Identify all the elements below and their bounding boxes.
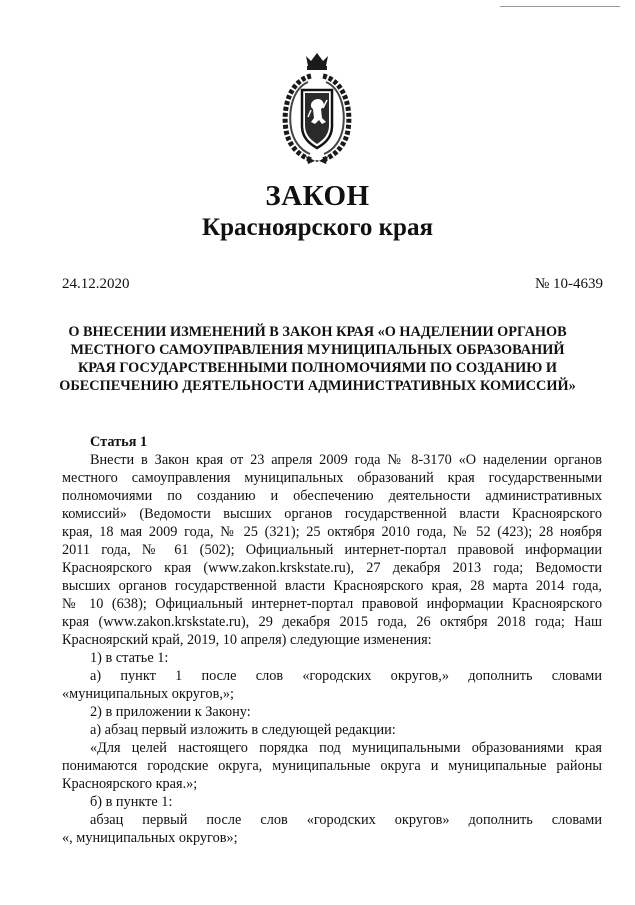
law-region: Красноярского края xyxy=(202,214,433,241)
paragraph-line: а) абзац первый изложить в следующей редакции: xyxy=(90,722,396,738)
law-date: 24.12.2020 xyxy=(62,276,130,292)
paragraph-line: 2011 года, № 61 (502); Официальный интернет-портал правовой информации xyxy=(62,542,602,558)
law-title: ЗАКОН xyxy=(265,180,370,212)
paragraph-line: а) пункт 1 после слов «городских округов,» дополнить словами xyxy=(90,668,602,684)
paragraph-line: «, муниципальных округов»; xyxy=(62,830,238,846)
paragraph-line: «муниципальных округов,»; xyxy=(62,686,235,702)
law-number: № 10-4639 xyxy=(534,276,603,292)
heading-line: ОБЕСПЕЧЕНИЮ ДЕЯТЕЛЬНОСТИ АДМИНИСТРАТИВНЫХ КОМИССИЙ» xyxy=(59,378,576,394)
paragraph-line: № 10 (638); Официальный интернет-портал правовой информации Красноярского xyxy=(62,596,602,612)
coat-of-arms-icon xyxy=(278,52,356,166)
paragraph-line: б) в пункте 1: xyxy=(90,794,173,810)
paragraph-line: «Для целей настоящего порядка под муниципальными образованиями края xyxy=(90,740,602,756)
law-heading xyxy=(40,323,595,395)
paragraph-line: края (www.zakon.krskstate.ru), 29 декабря 2015 года, 26 октября 2018 года; Наш xyxy=(62,614,602,630)
paragraph-line: Красноярский край, 2019, 10 апреля) следующие изменения: xyxy=(62,632,432,648)
heading-line: О ВНЕСЕНИИ ИЗМЕНЕНИЙ В ЗАКОН КРАЯ «О НАДЕЛЕНИИ ОРГАНОВ xyxy=(68,324,567,340)
article-title: Статья 1 xyxy=(90,434,148,450)
top-rule xyxy=(500,6,620,7)
paragraph-line: абзац первый после слов «городских округов» дополнить словами xyxy=(90,812,602,828)
article-body xyxy=(62,433,602,847)
paragraph-line: высших органов государственной власти Красноярского края, 28 марта 2014 года, xyxy=(62,578,602,594)
paragraph-line: полномочиями по созданию и обеспечению деятельности административных xyxy=(62,488,602,504)
paragraph-line: комиссий» (Ведомости высших органов государственной власти Красноярского xyxy=(62,506,602,522)
paragraph-line: понимаются городские округа, муниципальные округа и муниципальные районы xyxy=(62,758,602,774)
paragraph-line: Красноярского края (www.zakon.krskstate.ru), 27 декабря 2013 года; Ведомости xyxy=(62,560,602,576)
paragraph-line: Внести в Закон края от 23 апреля 2009 года № 8-3170 «О наделении органов xyxy=(90,452,602,468)
paragraph-line: края, 18 мая 2009 года, № 25 (321); 25 октября 2010 года, № 52 (423); 28 ноября xyxy=(62,524,602,540)
heading-line: МЕСТНОГО САМОУПРАВЛЕНИЯ МУНИЦИПАЛЬНЫХ ОБРАЗОВАНИЙ xyxy=(70,342,565,358)
heading-line: КРАЯ ГОСУДАРСТВЕННЫМИ ПОЛНОМОЧИЯМИ ПО СОЗДАНИЮ И xyxy=(77,360,558,376)
paragraph-line: Красноярского края.»; xyxy=(62,776,198,792)
paragraph-line: 1) в статье 1: xyxy=(90,650,169,666)
paragraph-line: 2) в приложении к Закону: xyxy=(90,704,251,720)
paragraph-line: местного самоуправления муниципальных образований края государственными xyxy=(62,470,602,486)
